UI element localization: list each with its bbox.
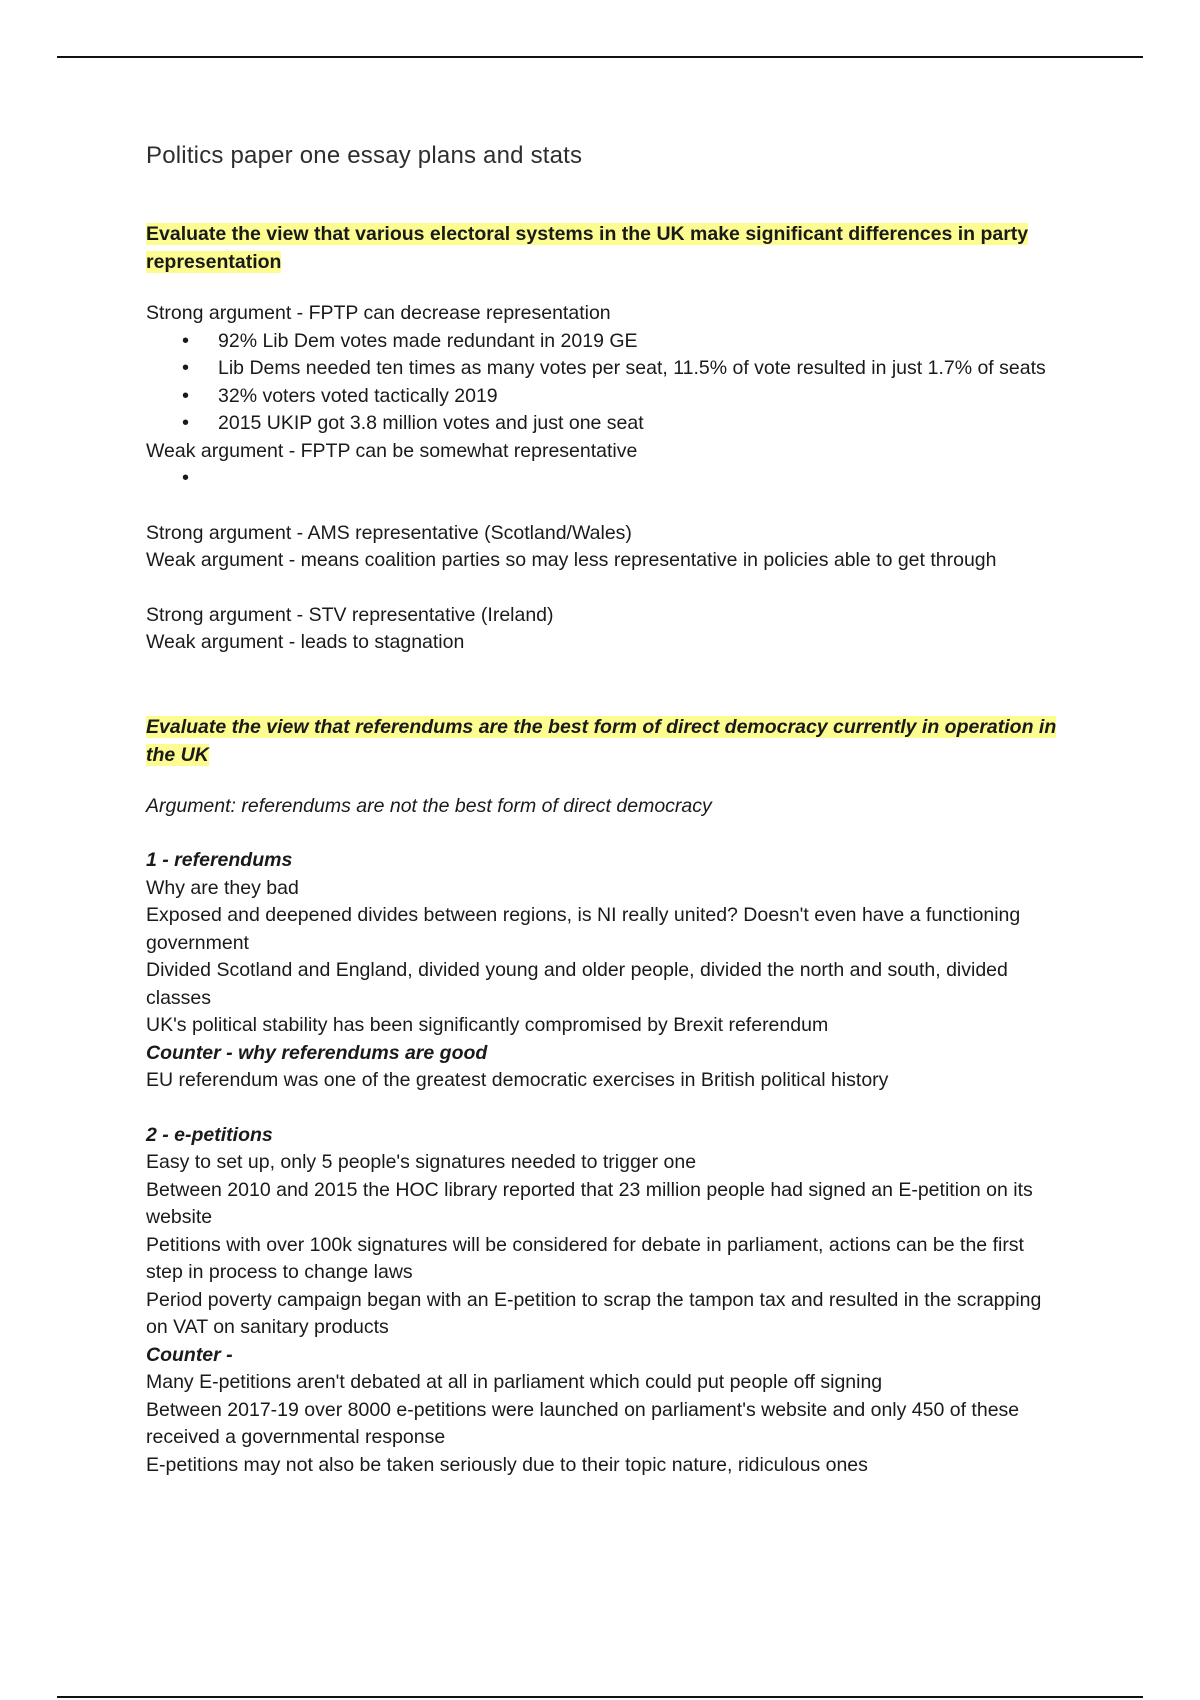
e-petitions-point: Petitions with over 100k signatures will be considered for debate in parliament, actions can be the first step in process to change laws	[146, 1233, 1024, 1283]
e-petitions-point: Between 2010 and 2015 the HOC library reported that 23 million people had signed an E-petition on its website	[146, 1178, 1033, 1228]
document-title: Politics paper one essay plans and stats	[146, 142, 583, 169]
document-body	[146, 140, 1066, 1479]
referendums-point: Divided Scotland and England, divided young and older people, divided the north and south, divided classes	[146, 959, 1008, 1009]
list-item-empty	[218, 465, 1066, 493]
stv-strong-argument: Strong argument - STV representative (Ireland)	[146, 603, 554, 626]
top-page-rule	[57, 56, 1143, 58]
heading-line: the UK	[146, 743, 209, 766]
fptp-weak-list	[146, 465, 1066, 493]
heading-line: Evaluate the view that various electoral systems in the UK make significant differences in party	[146, 223, 1029, 245]
e-petitions-counter-point: E-petitions may not also be taken seriously due to their topic nature, ridiculous ones	[146, 1453, 868, 1476]
list-item: • Lib Dems needed ten times as many votes per seat, 11.5% of vote resulted in just 1.7% of seats	[218, 355, 1066, 383]
heading-line: representation	[146, 251, 282, 273]
ams-weak-argument: Weak argument - means coalition parties so may less representative in policies able to get through	[146, 549, 997, 571]
list-item: • 2015 UKIP got 3.8 million votes and just one seat	[218, 410, 1066, 438]
question-heading-referendums	[146, 713, 1066, 769]
referendums-point: UK's political stability has been significantly compromised by Brexit referendum	[146, 1014, 829, 1036]
heading-line: Evaluate the view that referendums are the best form of direct democracy currently in operation in	[146, 715, 1057, 738]
referendums-point: Why are they bad	[146, 876, 299, 899]
referendums-point: Exposed and deepened divides between regions, is NI really united? Doesn't even have a functioning government	[146, 904, 1021, 954]
list-item: • 32% voters voted tactically 2019	[218, 383, 1066, 411]
ams-strong-argument: Strong argument - AMS representative (Scotland/Wales)	[146, 521, 632, 544]
e-petitions-point: Easy to set up, only 5 people's signatures needed to trigger one	[146, 1151, 697, 1173]
referendums-subheading: 1 - referendums	[146, 849, 293, 871]
e-petitions-counter-point: Between 2017-19 over 8000 e-petitions were launched on parliament's website and only 450 of these received a governmental response	[146, 1398, 1020, 1448]
e-petitions-counter-heading: Counter -	[146, 1343, 233, 1366]
stv-weak-argument: Weak argument - leads to stagnation	[146, 631, 465, 653]
e-petitions-subheading: 2 - e-petitions	[146, 1123, 273, 1146]
e-petitions-counter-point: Many E-petitions aren't debated at all in parliament which could put people off signing	[146, 1371, 883, 1393]
referendums-counter-point: EU referendum was one of the greatest democratic exercises in British political history	[146, 1069, 889, 1091]
question-heading-electoral-systems	[146, 220, 1066, 276]
e-petitions-point: Period poverty campaign began with an E-petition to scrap the tampon tax and resulted in the scrapping on VAT on sanitary products	[146, 1288, 1042, 1338]
referendums-counter-heading: Counter - why referendums are good	[146, 1041, 488, 1064]
fptp-weak-argument: Weak argument - FPTP can be somewhat representative	[146, 439, 638, 462]
bottom-page-rule	[57, 1696, 1143, 1698]
fptp-stats-list	[146, 328, 1066, 438]
list-item: • 92% Lib Dem votes made redundant in 2019 GE	[218, 328, 1066, 356]
argument-statement: Argument: referendums are not the best form of direct democracy	[146, 794, 712, 817]
fptp-strong-argument: Strong argument - FPTP can decrease representation	[146, 302, 611, 324]
